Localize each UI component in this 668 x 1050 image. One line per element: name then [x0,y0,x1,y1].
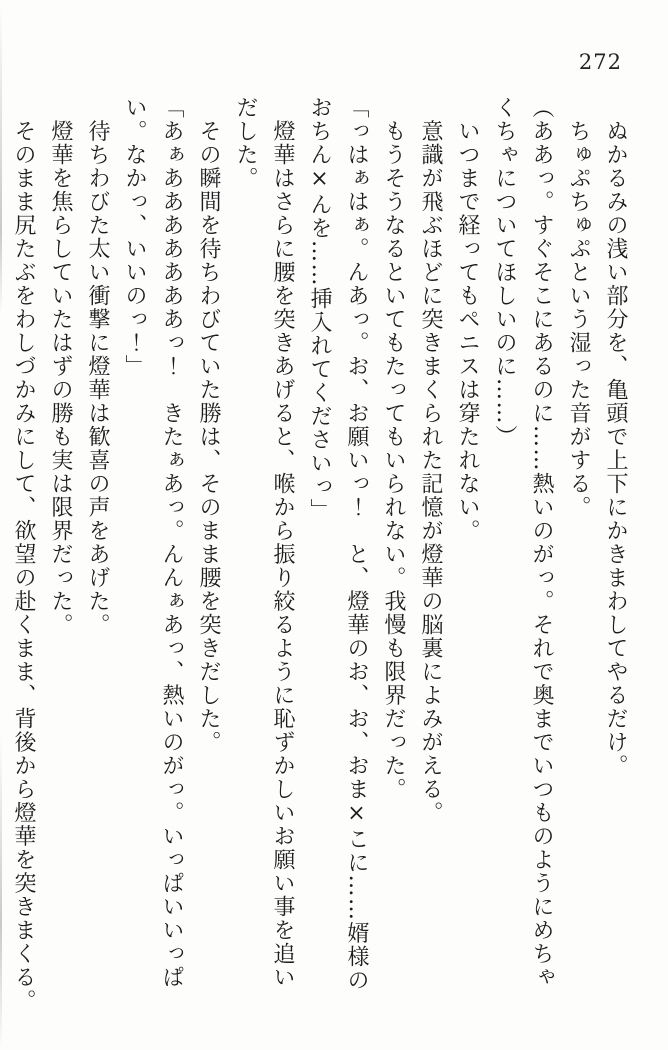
text-line: 「っはぁはぁ。んあっ。お、お願いっ！ と、燈華のお、お、おま×こに……婿様の [344,96,369,992]
text-line: くちゃについてほしいのに……） [492,96,517,449]
text-line: （ああっ。すぐそこにあるのに……熱いのがっ。それで奥までいつものようにめちゃ [529,96,554,989]
text-line: い。なかっ、いいのっ！」 [122,96,147,378]
text-line: そのまま尻たぶをわしづかみにして、欲望の赴くまま、背後から燈華を突きまくる。 [11,96,36,1013]
page-edge-shadow [0,0,2,1050]
text-line: 燈華はさらに腰を突きあげると、喉から振り絞るように恥ずかしいお願い事を追い [270,96,295,989]
page-number: 272 [578,50,622,74]
text-line: だした。 [233,96,258,190]
text-line: おちん×んを……挿入れてくださいっ」 [307,96,332,522]
text-line: 「あぁあああああああっ！ きたぁあっ。んんぁあっ、熱いのがっ。いっぱいいっぱ [159,96,184,989]
vertical-text-body [5,96,634,1034]
text-line: もうそうなるといてもたってもいられない。我慢も限界だった。 [381,96,406,801]
text-line: ぬかるみの浅い部分を、亀頭で上下にかきまわしてやるだけ。 [603,96,628,778]
text-line: いつまで経ってもペニスは穿たれない。 [455,96,480,543]
text-line: 燈華を焦らしていたはずの勝も実は限界だった。 [48,96,73,637]
text-line: 待ちわびた太い衝撃に燈華は歓喜の声をあげた。 [85,96,110,637]
text-line: その瞬間を待ちわびていた勝は、そのまま腰を突きだした。 [196,96,221,754]
text-line: ちゅぷちゅぷという湿った音がする。 [566,96,591,519]
text-line: 意識が飛ぶほどに突きまくられた記憶が燈華の脳裏によみがえる。 [418,96,443,825]
